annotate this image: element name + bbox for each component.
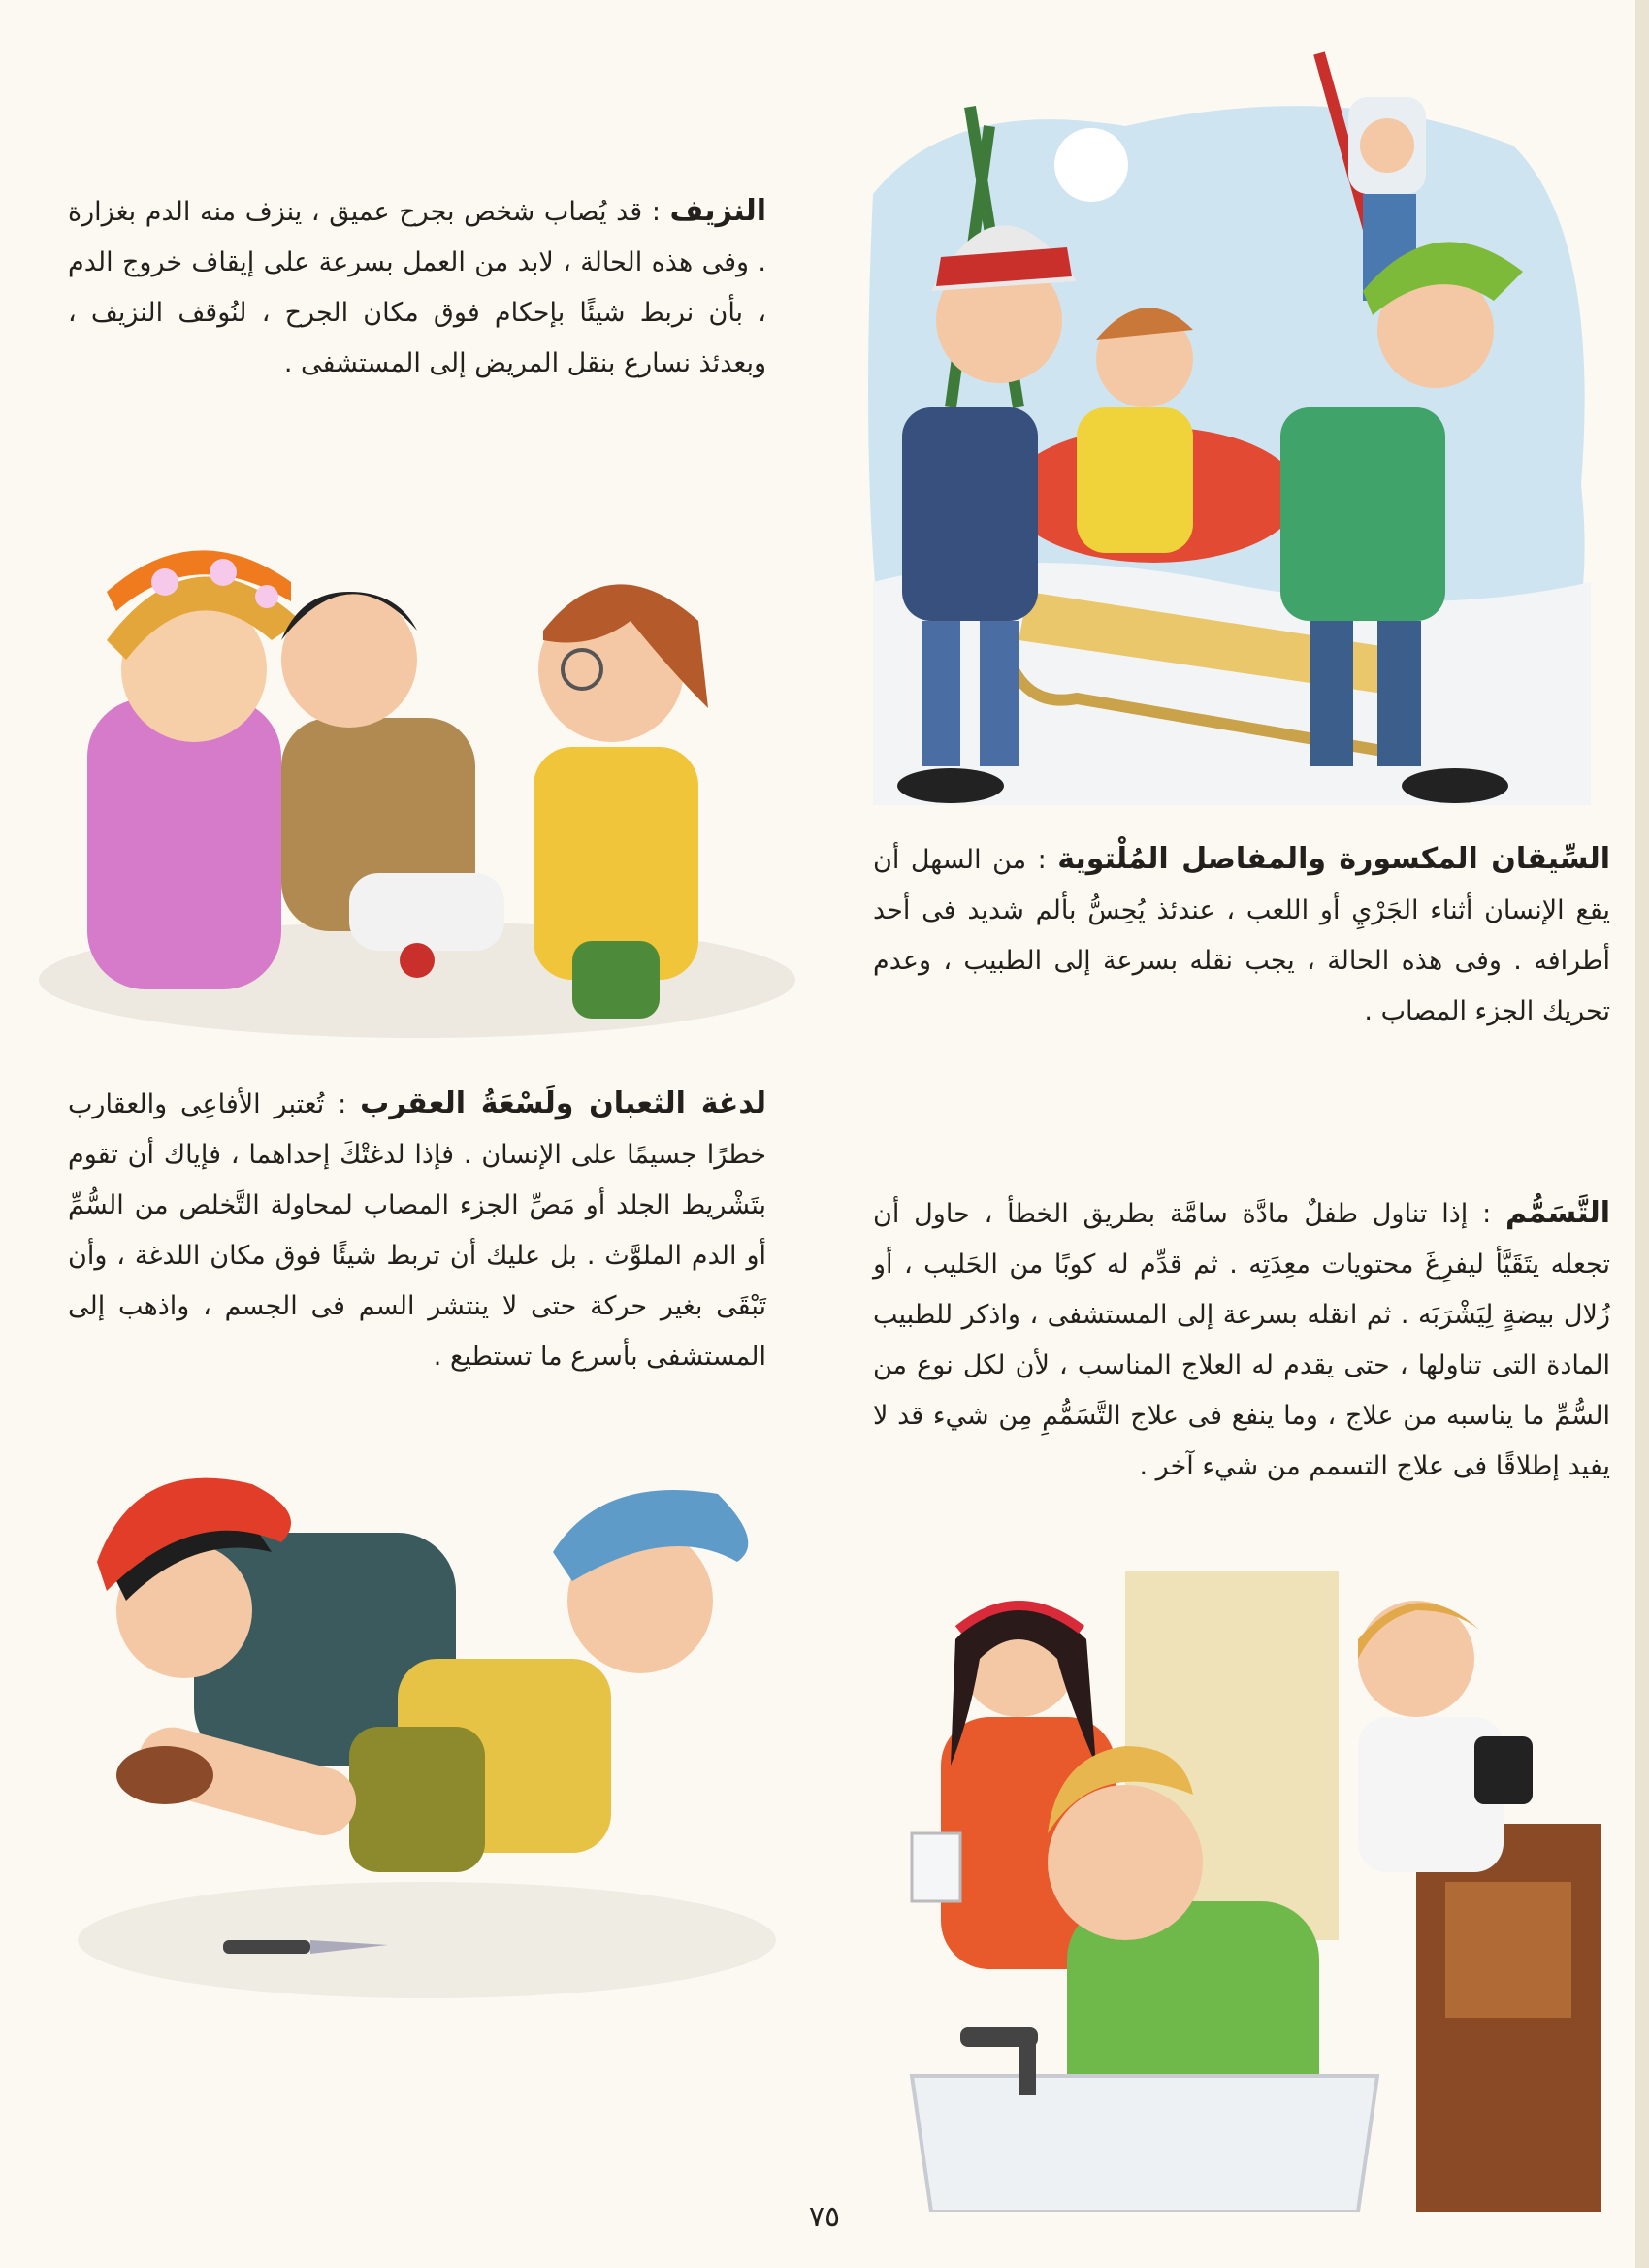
bleeding-section: [68, 186, 766, 389]
poisoning-body: : إذا تناول طفلٌ مادَّة سامَّة بطريق الخطأ ، حاول أن تجعله يتَقَيَّأ ليفرِغَ محتويات معِدَتِه . ثم قدِّم له كوبًا من الحَليب ، أو زُلال بيضةٍ لِيَشْرَبَه . ثم انقله بسرعة إلى المستشفى ، واذكر للطبيب المادة التى تناولها ، حتى يقدم له العلاج المناسب ، لأن لكل نوع من السُّمِّ ما يناسبه من علاج ، وما ينفع فى علاج التَّسَمُّمِ مِن شيء قد لا يفيد إطلاقًا فى علاج التسمم من شيء آخر .: [873, 1199, 1610, 1481]
snake-bite-heading: لدغة الثعبان ولَسْعَةُ العقرب: [360, 1086, 766, 1120]
fractures-heading: السِّيقان المكسورة والمفاصل المُلْتوية: [1057, 842, 1610, 876]
bandaging-illustration: [29, 524, 805, 1048]
bleeding-heading: النزيف: [669, 194, 766, 228]
fractures-body: : من السهل أن يقع الإنسان أثناء الجَرْيِ أو اللعب ، عندئذ يُحِسُّ بألم شديد فى أحد أطرافه . وفى هذه الحالة ، يجب نقله بسرعة إلى الطبيب ، وعدم تحريك الجزء المصاب .: [873, 845, 1610, 1026]
bleeding-body: : قد يُصاب شخص بجرح عميق ، ينزف منه الدم بغزارة . وفى هذه الحالة ، لابد من العمل بسرعة على إيقاف خروج الدم ، بأن نربط شيئًا بإحكام فوق مكان الجرح ، لنُوقف النزيف ، وبعدئذ نسارع بنقل المريض إلى المستشفى .: [68, 197, 766, 378]
page-number: ٧٥: [808, 2200, 841, 2234]
fractures-section: [873, 834, 1610, 1037]
sled-rescue-illustration: [834, 39, 1610, 815]
snake-bite-section: [68, 1079, 766, 1382]
snake-bite-body: : تُعتبر الأفاعِى والعقارب خطرًا جسيمًا على الإنسان . فإذا لدغتْكَ إحداهما ، فإياك أن تقوم بتَشْريط الجلد أو مَصِّ الجزء المصاب لمحاولة التَّخلص من السُّمِّ أو الدم الملوَّث . بل عليك أن تربط شيئًا فوق مكان اللدغة ، وأن تَبْقَى بغير حركة حتى لا ينتشر السم فى الجسم ، واذهب إلى المستشفى بأسرع ما تستطيع .: [68, 1089, 766, 1372]
poisoning-heading: التَّسَمُّم: [1505, 1196, 1610, 1230]
snake-bite-illustration: [58, 1436, 795, 2018]
poisoning-section: [873, 1188, 1610, 1492]
poisoning-illustration: [873, 1571, 1610, 2212]
